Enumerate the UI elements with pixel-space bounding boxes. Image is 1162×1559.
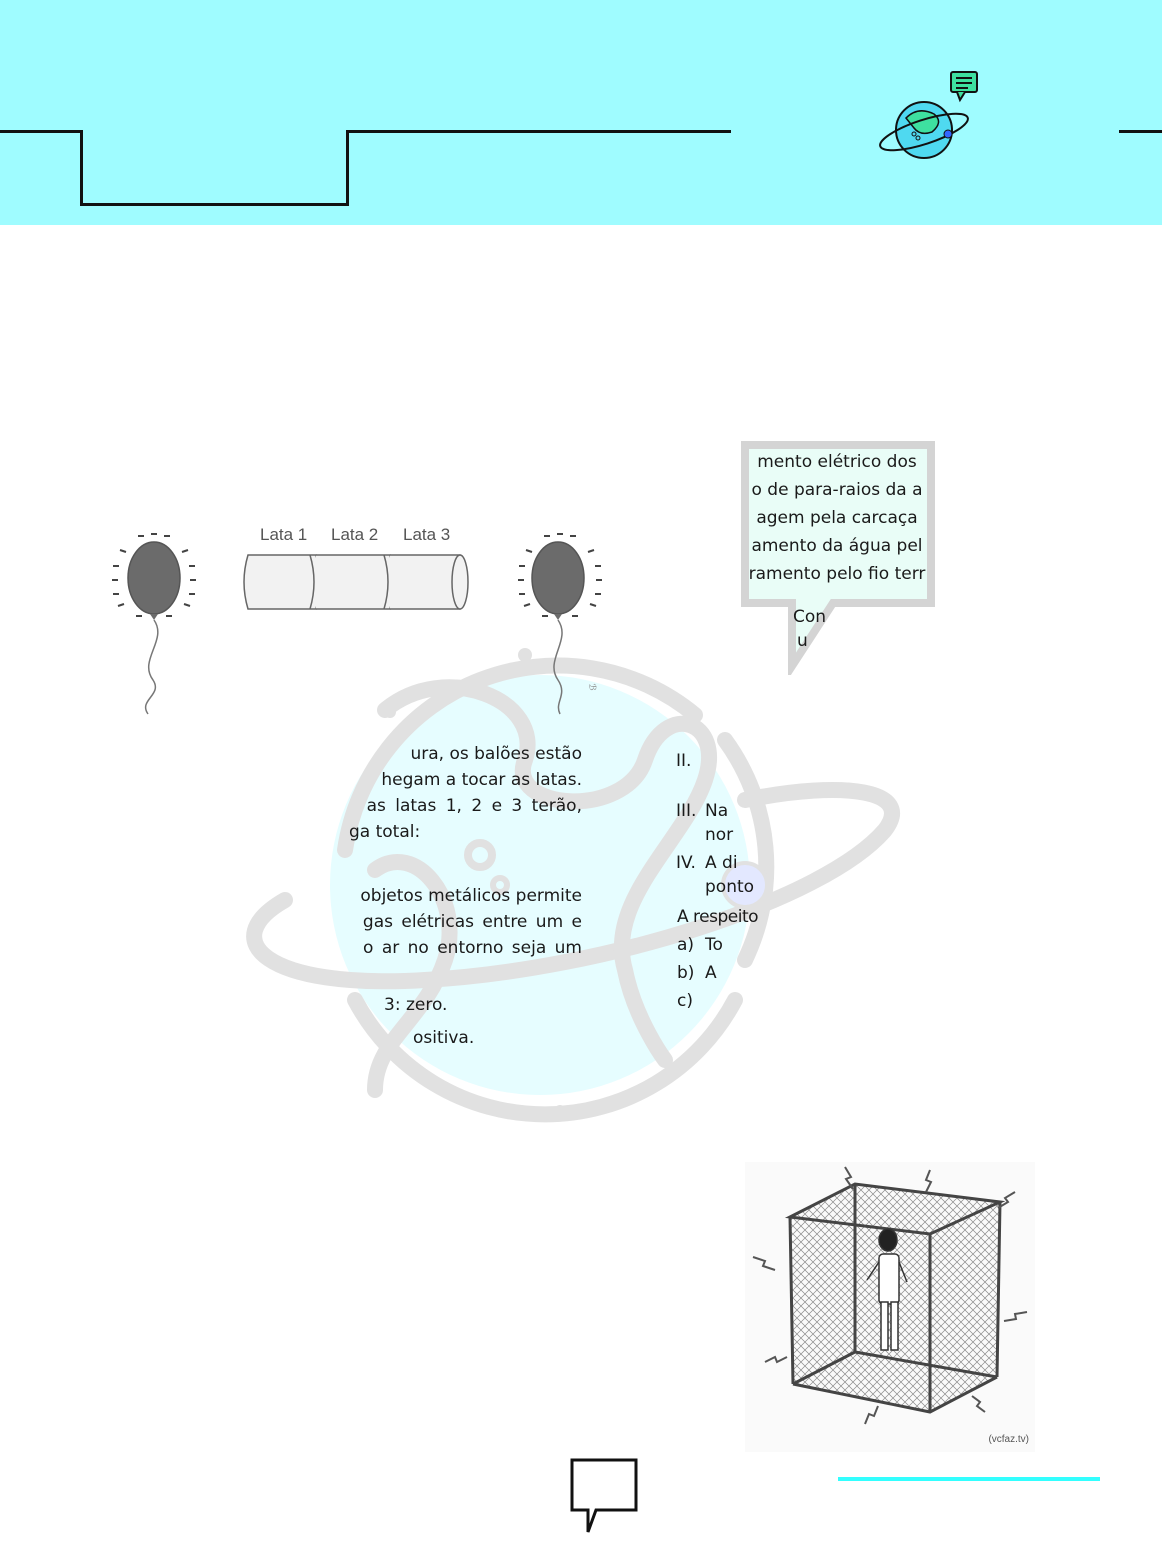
paragraph-line: o ar no entorno seja um xyxy=(363,938,582,958)
header-rule xyxy=(346,130,731,133)
item-marker: III. xyxy=(676,801,697,821)
left-column xyxy=(340,741,582,1061)
can-label: Lata 1 xyxy=(260,525,308,544)
faraday-cage-image xyxy=(745,1162,1035,1442)
globe-chat-icon xyxy=(874,66,984,170)
paragraph-line: hegam a tocar as latas. xyxy=(381,770,582,790)
page-number-bubble xyxy=(568,1456,640,1538)
paragraph-line: objetos metálicos permite xyxy=(360,886,582,906)
option-marker: a) xyxy=(677,935,695,955)
header-rule xyxy=(0,130,82,133)
figure-side-mark: ℬ xyxy=(586,683,597,691)
item-text: ponto xyxy=(705,877,755,897)
header-rule xyxy=(80,130,83,206)
option-marker: c) xyxy=(677,991,693,1011)
item-text: A di xyxy=(705,853,738,873)
header-rule xyxy=(80,203,349,206)
bubble-subline: Con xyxy=(793,607,827,627)
bubble-line: o de para-raios da a xyxy=(751,480,923,500)
item-marker: II. xyxy=(676,751,692,771)
item-text: nor xyxy=(705,825,734,845)
bubble-subline: u xyxy=(797,631,808,651)
item-text: Na xyxy=(705,801,729,821)
footer-accent-line xyxy=(838,1477,1100,1481)
respeito-text: A respeito xyxy=(677,907,759,927)
item-marker: IV. xyxy=(676,853,696,873)
header-band xyxy=(0,0,1162,225)
figure-caption: (vcfaz.tv) xyxy=(988,1434,1029,1445)
option-b-text: ositiva. xyxy=(413,1028,475,1048)
option-marker: b) xyxy=(677,963,695,983)
bubble-line: ramento pelo fio terr xyxy=(748,564,926,584)
paragraph-line: ga total: xyxy=(349,822,421,842)
paragraph-line: gas elétricas entre um e xyxy=(362,912,582,932)
faraday-cage-figure xyxy=(745,1162,1035,1452)
can-label: Lata 3 xyxy=(403,525,451,544)
option-text: A xyxy=(705,963,717,983)
paragraph-line: ura, os balões estão xyxy=(410,744,582,764)
right-column xyxy=(676,748,786,1028)
option-a-text: 3: zero. xyxy=(384,995,448,1015)
bubble-line: agem pela carcaça xyxy=(756,508,918,528)
balloon-left xyxy=(108,530,200,716)
can-label: Lata 2 xyxy=(331,525,379,544)
header-rule xyxy=(346,130,349,206)
bubble-line: amento da água pel xyxy=(751,536,923,556)
paragraph-line: as latas 1, 2 e 3 terão, xyxy=(366,796,582,816)
speech-bubble xyxy=(742,448,932,668)
cans-image xyxy=(238,552,474,614)
header-rule xyxy=(1119,130,1162,133)
bubble-line: mento elétrico dos xyxy=(757,452,917,472)
option-text: To xyxy=(705,935,723,955)
